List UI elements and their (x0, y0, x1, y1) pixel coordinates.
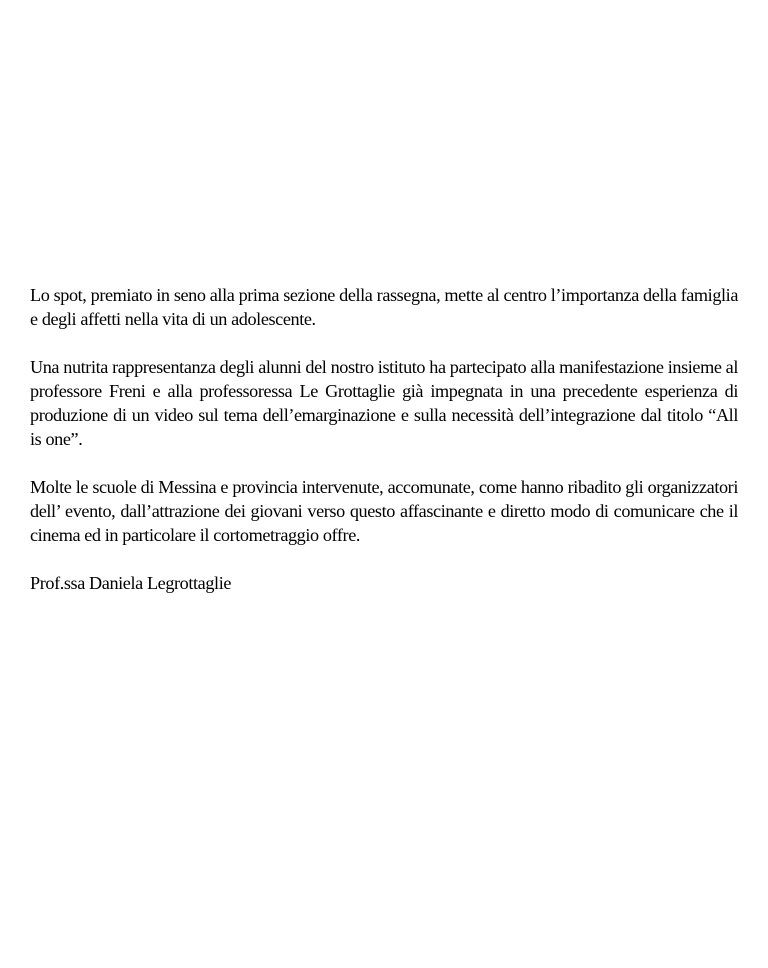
paragraph-award: Lo spot, premiato in seno alla prima sezione della rassegna, mette al centro l’importanza della famiglia e degli affetti nella vita di un adolescente. (30, 285, 738, 329)
paragraph-schools: Molte le scuole di Messina e provincia intervenute, accomunate, come hanno ribadito gli organizzatori dell’ evento, dall’attrazione dei giovani verso questo affascinante e diretto modo di comunicare che il cinema ed in particolare il cortometraggio offre. (30, 477, 738, 545)
author-signature: Prof.ssa Daniela Legrottaglie (30, 573, 232, 593)
paragraph-participation: Una nutrita rappresentanza degli alunni del nostro istituto ha partecipato alla manifestazione insieme al professore Freni e alla professoressa Le Grottaglie già impegnata in una precedente esperienza di produzione di un video sul tema dell’emarginazione e sulla necessità dell’integrazione dal titolo “All is one”. (30, 357, 738, 449)
article-body (30, 283, 738, 595)
